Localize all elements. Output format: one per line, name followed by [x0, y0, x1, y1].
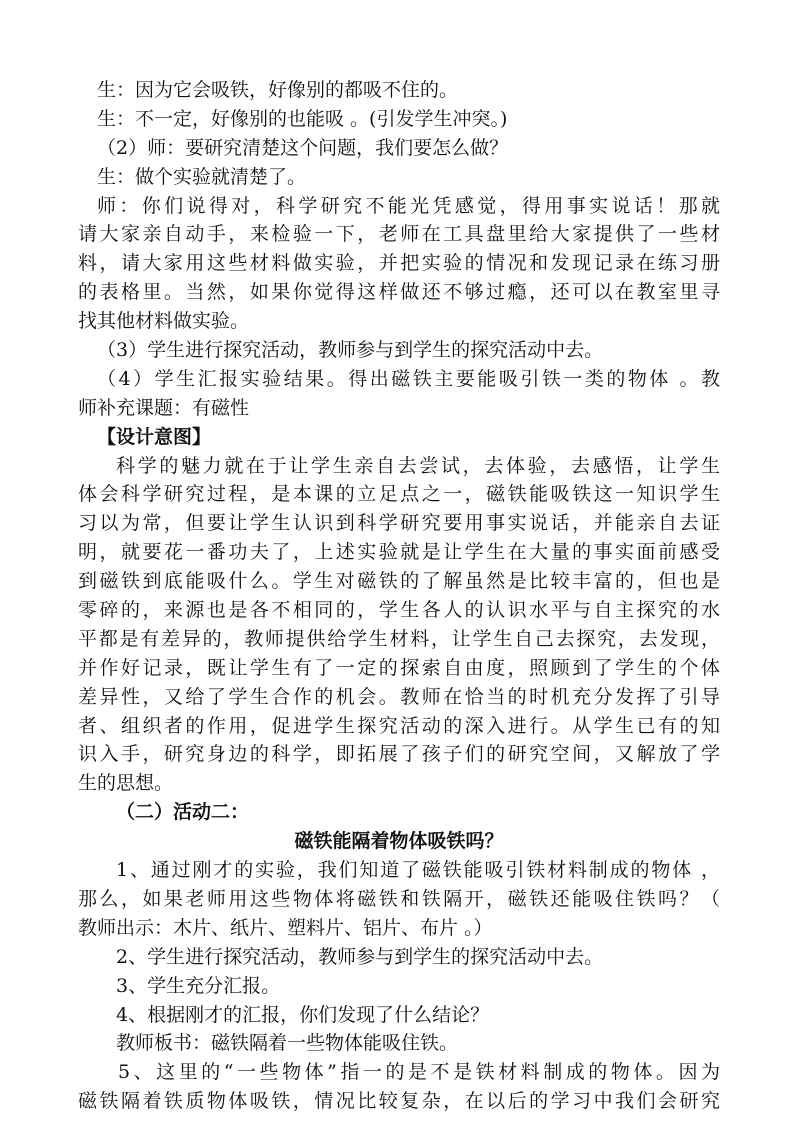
paragraph-line: 师：你们说得对，科学研究不能光凭感觉，得用事实说话！那就: [97, 194, 720, 217]
document-body: [78, 76, 720, 1116]
paragraph-line: 科学的魅力就在于让学生亲自去尝试，去体验，去感悟，让学生: [116, 454, 720, 477]
paragraph-line: 找其他材料做实验。: [78, 310, 250, 333]
paragraph-line: （2）师：要研究清楚这个问题，我们要怎么做？: [97, 136, 509, 159]
paragraph-line: 明，就要花一番功夫了，上述实验就是让学生在大量的事实面前感受: [78, 541, 720, 564]
paragraph-line: 生：不一定，好像别的也能吸 。(引发学生冲突。): [97, 107, 508, 130]
paragraph-line: 2、学生进行探究活动，教师参与到学生的探究活动中去。: [116, 945, 604, 968]
paragraph-line: 的表格里。当然，如果你觉得这样做还不够过瘾，还可以在教室里寻: [78, 281, 720, 304]
paragraph-line: 教师出示：木片、纸片、塑料片、铝片、布片 。）: [78, 916, 493, 939]
paragraph-line: 请大家亲自动手，来检验一下，老师在工具盘里给大家提供了一些材: [78, 223, 720, 246]
paragraph-line: 生：做个实验就清楚了。: [97, 165, 307, 188]
paragraph-line: 5、这里的“一些物体”指一的是不是铁材料制成的物体。因为: [118, 1061, 720, 1084]
paragraph-line: 者、组织者的作用，促进学生探究活动的深入进行。从学生已有的知: [78, 714, 720, 737]
paragraph-line: 那么，如果老师用这些物体将磁铁和铁隔开，磁铁还能吸住铁吗？（: [78, 887, 720, 910]
paragraph-line: 识入手，研究身边的科学，即拓展了孩子们的研究空间，又解放了学: [78, 743, 720, 766]
paragraph-line: 生：因为它会吸铁，好像别的都吸不住的。: [97, 79, 459, 101]
paragraph-line: 4、根据刚才的汇报，你们发现了什么结论？: [116, 1003, 490, 1026]
paragraph-line: 生的思想。: [78, 772, 174, 795]
paragraph-line: 1、通过刚才的实验，我们知道了磁铁能吸引铁材料制成的物体 ，: [116, 859, 720, 882]
paragraph-line: 3、学生充分汇报。: [116, 974, 281, 997]
paragraph-line: 零碎的，来源也是各不相同的，学生各人的认识水平与自主探究的水: [78, 599, 720, 622]
paragraph-line: 并作好记录，既让学生有了一定的探索自由度，照顾到了学生的个体: [78, 656, 720, 679]
paragraph-line: 料，请大家用这些材料做实验，并把实验的情况和发现记录在练习册: [78, 252, 720, 275]
section-heading-activity-two: （二）活动二：: [116, 801, 250, 824]
paragraph-line: 体会科学研究过程，是本课的立足点之一，磁铁能吸铁这一知识学生: [78, 483, 720, 506]
paragraph-line: 师补充课题：有磁性: [78, 396, 250, 419]
paragraph-line: 磁铁隔着铁质物体吸铁，情况比较复杂，在以后的学习中我们会研究: [78, 1090, 720, 1113]
section-heading-design-intent: 【设计意图】: [97, 425, 212, 448]
activity-title: 磁铁能隔着物体吸铁吗？: [294, 830, 504, 853]
paragraph-line: （3）学生进行探究活动，教师参与到学生的探究活动中去。: [97, 339, 604, 362]
paragraph-line: 差异性，又给了学生合作的机会。教师在恰当的时机充分发挥了引导: [78, 685, 720, 708]
paragraph-line: 教师板书：磁铁隔着一些物体能吸住铁。: [116, 1032, 459, 1055]
paragraph-line: 习以为常，但要让学生认识到科学研究要用事实说话，并能亲自去证: [78, 512, 720, 535]
paragraph-line: 到磁铁到底能吸什么。学生对磁铁的了解虽然是比较丰富的，但也是: [78, 570, 720, 593]
paragraph-line: （4）学生汇报实验结果。得出磁铁主要能吸引铁一类的物体 。教: [97, 367, 720, 390]
paragraph-line: 平都是有差异的，教师提供给学生材料，让学生自己去探究，去发现，: [78, 627, 720, 650]
